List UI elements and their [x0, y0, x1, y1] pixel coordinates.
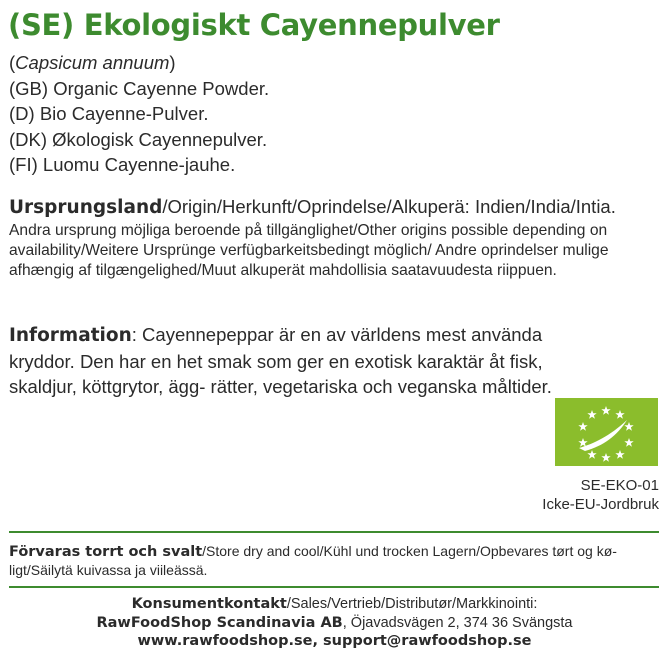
contact-label: Konsumentkontakt [131, 596, 287, 612]
product-names [9, 50, 269, 178]
information-text: : Cayennepeppar är en av världens mest använda kryddor. Den har en het smak som ger en exotisk karaktär åt fisk, skaldjur, köttgrytor, ägg- rätter, vegetariska och veganska måltider. [9, 324, 552, 397]
name-d: (D) Bio Cayenne-Pulver. [9, 103, 209, 124]
latin-name-line: (Capsicum annuum) [9, 52, 176, 73]
information-label: Information [9, 325, 132, 346]
contact-line-1 [0, 595, 669, 614]
name-gb: (GB) Organic Cayenne Powder. [9, 77, 270, 99]
origin-text: /Origin/Herkunft/Oprindelse/Alkuperä: Indien/India/Intia. [162, 196, 616, 217]
eu-organic-leaf-icon [555, 398, 658, 466]
storage-section [9, 542, 659, 579]
origin-label: Ursprungsland [9, 197, 163, 218]
name-dk: (DK) Økologisk Cayennepulver. [9, 128, 268, 150]
origin-detail: Andra ursprung möjliga beroende på tillgänglighet/Other origins possible depending on availability/Weitere Ursprünge verfügbarkeitsbedingt möglich/ Andre oprindelser mulige afhængig af tilgængelighed/Muut alkuperät mahdollisia saatavuudesta riippuen. [9, 222, 609, 279]
divider-bottom [9, 586, 659, 588]
information-section [9, 322, 554, 400]
product-title: (SE) Ekologiskt Cayennepulver [8, 8, 500, 42]
company-address: , Öjavadsvägen 2, 374 36 Svängsta [342, 614, 573, 631]
organic-certification [542, 476, 659, 514]
origin-line [9, 195, 664, 220]
storage-label: Förvaras torrt och svalt [9, 544, 203, 560]
storage-text: /Store dry and cool/Kühl und trocken Lagern/Opbevares tørt og kø- ligt/Säilytä kuivassa ja viileässä. [9, 543, 617, 578]
divider-top [9, 531, 659, 533]
organic-control-code: SE-EKO-01 [580, 477, 659, 494]
origin-section [9, 195, 664, 281]
latin-name: Capsicum annuum [15, 52, 170, 73]
company-name: RawFoodShop Scandinavia AB [96, 614, 343, 631]
contact-web-email[interactable]: www.rawfoodshop.se, support@rawfoodshop.se [137, 633, 532, 649]
name-fi: (FI) Luomu Cayenne-jauhe. [9, 154, 236, 175]
organic-origin-note: Icke-EU-Jordbruk [542, 496, 659, 513]
contact-label-rest: /Sales/Vertrieb/Distributør/Markkinointi: [286, 596, 538, 612]
contact-section [0, 595, 669, 651]
contact-line-2 [0, 614, 669, 633]
